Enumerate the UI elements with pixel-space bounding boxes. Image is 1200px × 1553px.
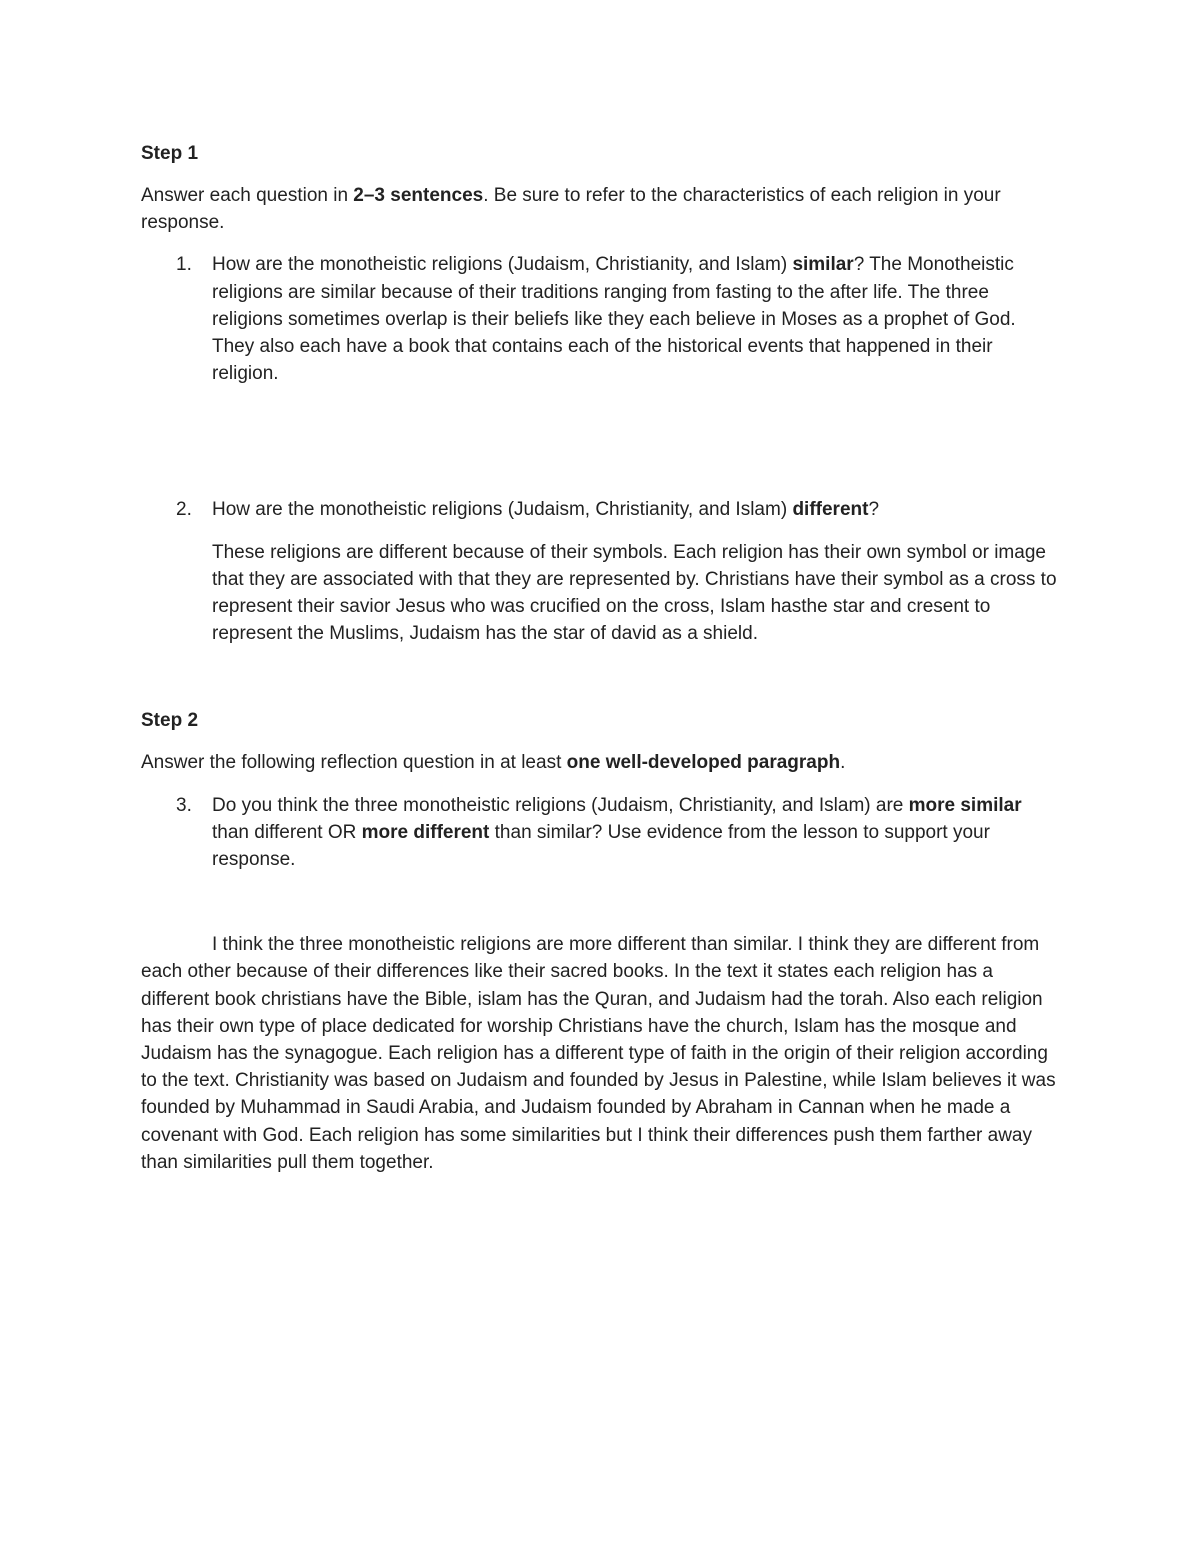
question-2-emphasis: different <box>792 499 869 521</box>
question-2-prompt-end: ? <box>868 499 880 521</box>
question-3-emphasis-similar: more similar <box>908 794 1022 816</box>
question-1-text <box>212 251 1061 387</box>
step1-instruction-text-end: . Be sure to refer to the characteristics of each religion in your response. <box>141 185 1001 234</box>
question-2-prompt: How are the monotheistic religions (Judaism, Christianity, and Islam) <box>212 499 793 521</box>
question-2 <box>141 496 1061 647</box>
step1-instruction <box>141 182 1061 236</box>
step1-instruction-text: Answer each question in <box>141 185 354 206</box>
step2-instruction-text-end: . <box>840 752 846 774</box>
question-2-answer: These religions are different because of their symbols. Each religion has their own symbol or image that they are associated with that they are represented by. Christians have their symbol as a cross to represent their savior Jesus who was crucified on the cross, Islam hasthe star and cresent to represent the Muslims, Judaism has the star of david as a shield. <box>212 541 1057 645</box>
question-2-text <box>212 496 1061 523</box>
step2-instruction <box>141 749 1061 776</box>
question-3-prompt-part1: Do you think the three monotheistic religions (Judaism, Christianity, and Islam) are <box>212 794 909 816</box>
step2-instruction-emphasis: one well-developed paragraph <box>566 752 841 774</box>
question-1-answer: ? The Monotheistic religions are similar because of their traditions ranging from fasting to the after life. The three religions sometimes overlap is their beliefs like they each believe in Moses as a prophet of God. They also each have a book that contains each of the historical events that happened in their religion. <box>212 254 1016 385</box>
question-1 <box>141 251 1061 387</box>
step1-instruction-emphasis: 2–3 sentences <box>353 185 484 206</box>
question-3-emphasis-different: more different <box>361 821 490 843</box>
document-content <box>141 140 1061 1176</box>
question-3-prompt-part2: than different OR <box>212 821 362 843</box>
step2-instruction-text: Answer the following reflection question in at least <box>141 752 567 774</box>
question-2-number: 2. <box>176 499 192 521</box>
step2-answer: I think the three monotheistic religions are more different than similar. I think they are different from each other because of their differences like their sacred books. In the text it states each religion has a different book christians have the Bible, islam has the Quran, and Judaism had the torah. Also each religion has their own type of place dedicated for worship Christians have the church, Islam has the mosque and Judaism has the synagogue. Each religion has a different type of faith in the origin of their religion according to the text. Christianity was based on Judaism and founded by Jesus in Palestine, while Islam believes it was founded by Muhammad in Saudi Arabia, and Judaism founded by Abraham in Cannan when he made a covenant with God. Each religion has some similarities but I think their differences push them farther away than similarities pull them together. <box>141 934 1056 1173</box>
question-3-text <box>212 792 1061 874</box>
step2-heading: Step 2 <box>141 710 199 732</box>
question-3-prompt-part3: than similar? Use evidence from the lesson to support your response. <box>212 821 990 871</box>
question-1-emphasis: similar <box>792 254 854 276</box>
question-1-number: 1. <box>176 254 192 276</box>
question-3-number: 3. <box>176 794 192 816</box>
question-1-prompt: How are the monotheistic religions (Judaism, Christianity, and Islam) <box>212 254 793 276</box>
step1-heading: Step 1 <box>141 143 199 164</box>
question-3 <box>141 792 1061 874</box>
